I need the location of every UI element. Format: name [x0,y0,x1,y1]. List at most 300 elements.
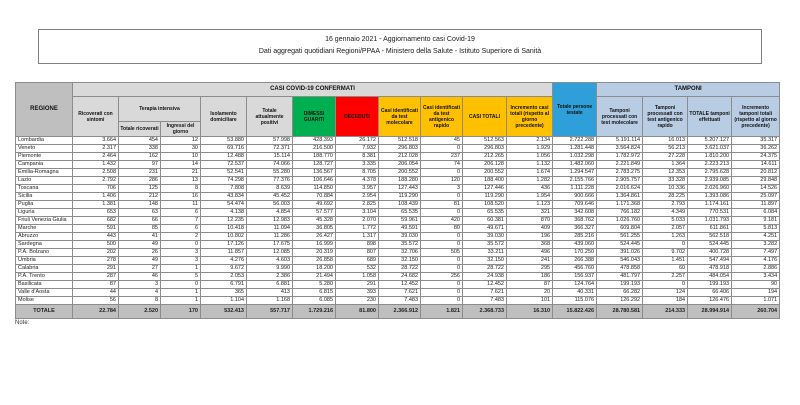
value-cell: 0 [421,209,463,217]
value-cell: 25.097 [732,193,780,201]
value-cell: 188.280 [379,177,421,185]
value-cell: 1.729.216 [293,305,336,319]
value-cell: 74 [421,161,463,169]
region-cell: Basilicata [16,281,73,289]
region-cell: Marche [16,225,73,233]
value-cell: 156.937 [553,273,597,281]
value-cell: 148 [119,201,161,209]
value-cell: 11.897 [732,201,780,209]
value-cell: 124.764 [553,281,597,289]
value-cell: 45.452 [247,193,293,201]
value-cell: 524.445 [597,241,643,249]
value-cell: 0 [161,281,201,289]
value-cell: 1.782.972 [597,153,643,161]
value-cell: 77.376 [247,177,293,185]
value-cell: 26.427 [293,233,336,241]
value-cell: 2.783.275 [597,169,643,177]
value-cell: 20.319 [293,249,336,257]
value-cell: 12.488 [201,153,247,161]
value-cell: 22.784 [73,305,119,319]
value-cell: 260.704 [732,305,780,319]
value-cell: 11.857 [201,249,247,257]
value-cell: 557.717 [247,305,293,319]
value-cell: 15.822.426 [553,305,597,319]
value-cell: 1.174.161 [688,201,732,209]
value-cell: 65.535 [463,209,507,217]
value-cell: 35.317 [732,137,780,145]
value-cell: 5.813 [732,225,780,233]
value-cell: 5.280 [293,281,336,289]
table-row [16,233,780,241]
value-cell: 10.802 [201,233,247,241]
value-cell: 17.126 [201,241,247,249]
value-cell: 484.054 [688,273,732,281]
value-cell: 428.393 [293,137,336,145]
value-cell: 18.200 [293,265,336,273]
value-cell: 342.608 [553,209,597,217]
col-header-ricoverati: Ricoverati con sintomi [73,97,119,137]
region-cell: P.A. Trento [16,273,73,281]
value-cell: 80 [421,225,463,233]
value-cell: 7.483 [379,297,421,305]
value-cell: 1 [161,289,201,297]
table-row [16,201,780,209]
value-cell: 2.070 [336,217,379,225]
value-cell: 4.276 [201,257,247,265]
group-header-confirmed: CASI COVID-19 CONFERMATI [73,83,553,97]
value-cell: 291 [336,281,379,289]
value-cell: 3 [119,281,161,289]
value-cell: 3.282 [732,241,780,249]
value-cell: 119.290 [463,193,507,201]
value-cell: 81 [421,201,463,209]
value-cell: 2.508 [73,169,119,177]
value-cell: 106.646 [293,177,336,185]
value-cell: 1.810.200 [688,153,732,161]
value-cell: 807 [336,249,379,257]
region-cell: Valle d'Aosta [16,289,73,297]
value-cell: 12.235 [201,217,247,225]
col-header-incremento-casi: Incremento casi totali (rispetto al giorno precedente) [507,97,553,137]
col-header-deceduti: DECEDUTI [336,97,379,137]
value-cell: 52.541 [201,169,247,177]
value-cell: 60 [643,265,688,273]
value-cell: 74.298 [201,177,247,185]
value-cell: 21.494 [293,273,336,281]
value-cell: 0 [421,233,463,241]
value-cell: 8.639 [247,185,293,193]
region-cell: Emilia-Romagna [16,169,73,177]
value-cell: 682 [73,217,119,225]
value-cell: 16 [161,193,201,201]
value-cell: 200.552 [379,169,421,177]
table-row [16,169,780,177]
table-row [16,249,780,257]
region-cell: Sicilia [16,193,73,201]
value-cell: 6.815 [293,289,336,297]
value-cell: 0 [643,241,688,249]
value-cell: 870 [507,217,553,225]
value-cell: 1.393.086 [688,193,732,201]
value-cell: 45.328 [293,217,336,225]
value-cell: 60.381 [463,217,507,225]
value-cell: 478.858 [597,265,643,273]
value-cell: 65.535 [379,209,421,217]
value-cell: 898 [336,241,379,249]
value-cell: 524.445 [688,241,732,249]
value-cell: 28.994.914 [688,305,732,319]
col-header-incremento-tamponi: Incremento tamponi totali (rispetto al giorno precedente) [732,97,780,137]
value-cell: 4 [119,289,161,297]
region-cell: P.A. Bolzano [16,249,73,257]
table-row [16,281,780,289]
value-cell: 6.791 [201,281,247,289]
col-header-casi-molecolare: Casi identificati da test molecolare [379,97,421,137]
value-cell: 296.803 [379,145,421,153]
value-cell: 6.084 [732,209,780,217]
table-row [16,289,780,297]
value-cell: 706 [73,185,119,193]
value-cell: 368 [507,241,553,249]
value-cell: 16.310 [507,305,553,319]
value-cell: 532.413 [201,305,247,319]
value-cell: 5.207.127 [688,137,732,145]
value-cell: 66.282 [597,289,643,297]
value-cell: 53.880 [201,137,247,145]
table-row [16,161,780,169]
value-cell: 124 [643,289,688,297]
value-cell: 70.884 [293,193,336,201]
value-cell: 35.572 [463,241,507,249]
value-cell: 24.375 [732,153,780,161]
value-cell: 36.262 [732,145,780,153]
col-header-persone-testate: Totale persone testate [553,83,597,137]
value-cell: 443 [73,233,119,241]
value-cell: 214.333 [643,305,688,319]
value-cell: 2.368.733 [463,305,507,319]
value-cell: 49.591 [379,225,421,233]
value-cell: 35.572 [379,241,421,249]
value-cell: 609.804 [597,225,643,233]
value-cell: 709.646 [553,201,597,209]
table-row [16,145,780,153]
value-cell: 0 [421,257,463,265]
value-cell: 20.812 [732,169,780,177]
value-cell: 0 [421,193,463,201]
value-cell: 40.331 [553,289,597,297]
value-cell: 6 [161,225,201,233]
value-cell: 81.800 [336,305,379,319]
value-cell: 27.228 [643,153,688,161]
value-cell: 2.886 [732,265,780,273]
col-header-tamponi-molecolare: Tamponi processati con test molecolare [597,97,643,137]
value-cell: 1.031.793 [688,217,732,225]
value-cell: 1.317 [336,233,379,241]
value-cell: 512.518 [379,137,421,145]
value-cell: 49.692 [293,201,336,209]
value-cell: 1.123 [507,201,553,209]
value-cell: 206.054 [379,161,421,169]
value-cell: 5.191.114 [597,137,643,145]
col-header-totale-ricoverati: Totale ricoverati [119,122,161,137]
value-cell: 611.861 [688,225,732,233]
value-cell: 74.066 [247,161,293,169]
table-row [16,185,780,193]
value-cell: 2.155.766 [553,177,597,185]
value-cell: 72.537 [201,161,247,169]
value-cell: 216.500 [293,145,336,153]
value-cell: 14.611 [732,161,780,169]
value-cell: 26.172 [336,137,379,145]
value-cell: 28.780.581 [597,305,643,319]
value-cell: 1.168 [247,297,293,305]
value-cell: 2.520 [119,305,161,319]
value-cell: 1.282 [507,177,553,185]
table-row [16,153,780,161]
table-row [16,193,780,201]
table-row [16,257,780,265]
value-cell: 689 [336,257,379,265]
value-cell: 3.434 [732,273,780,281]
value-cell: 3.957 [336,185,379,193]
value-cell: 57.998 [247,137,293,145]
value-cell: 1.056 [507,153,553,161]
table-row [16,209,780,217]
value-cell: 296.803 [463,145,507,153]
value-cell: 85 [119,225,161,233]
value-cell: 97 [119,161,161,169]
value-cell: 90 [732,281,780,289]
value-cell: 9.990 [247,265,293,273]
value-cell: 9.181 [732,217,780,225]
value-cell: 1.674 [507,169,553,177]
value-cell: 11 [161,201,201,209]
value-cell: 3.621.037 [688,145,732,153]
value-cell: 12.983 [247,217,293,225]
value-cell: 16.013 [643,137,688,145]
col-header-dimessi-guariti: DIMESSI GUARITI [293,97,336,137]
value-cell: 14 [161,161,201,169]
value-cell: 126.476 [688,297,732,305]
value-cell: 41 [119,233,161,241]
value-cell: 108.439 [379,201,421,209]
region-cell: Campania [16,161,73,169]
col-header-isolamento: Isolamento domiciliare [201,97,247,137]
value-cell: 2.223.213 [688,161,732,169]
col-header-casi-totali: CASI TOTALI [463,97,507,137]
value-cell: 532 [336,265,379,273]
value-cell: 21 [161,169,201,177]
value-cell: 478.918 [688,265,732,273]
value-cell: 28.722 [379,265,421,273]
report-title: 16 gennaio 2021 - Aggiornamento casi Covid-19 [325,36,475,43]
value-cell: 119.290 [379,193,421,201]
value-cell: 126.292 [597,297,643,305]
value-cell: 8 [119,297,161,305]
value-cell: 321 [507,209,553,217]
value-cell: 393 [336,289,379,297]
value-cell: 66 [119,217,161,225]
value-cell: 1 [161,265,201,273]
value-cell: 454 [119,137,161,145]
region-cell: Molise [16,297,73,305]
value-cell: 256 [421,273,463,281]
value-cell: 2.134 [507,137,553,145]
value-cell: 28.722 [463,265,507,273]
value-cell: 199.193 [688,281,732,289]
value-cell: 11.286 [247,233,293,241]
value-cell: 1 [161,297,201,305]
value-cell: 3 [161,249,201,257]
value-cell: 57.577 [293,209,336,217]
value-cell: 561.255 [597,233,643,241]
region-cell: Calabria [16,265,73,273]
value-cell: 1.406 [73,193,119,201]
table-row [16,137,780,145]
value-cell: 3 [161,257,201,265]
value-cell: 87 [507,281,553,289]
value-cell: 128.727 [293,161,336,169]
value-cell: 3.664 [73,137,119,145]
value-cell: 186 [507,273,553,281]
value-cell: 1.032.298 [553,153,597,161]
total-row [16,305,780,319]
value-cell: 5.033 [643,217,688,225]
value-cell: 7.621 [463,289,507,297]
value-cell: 6.085 [293,297,336,305]
table-row [16,273,780,281]
value-cell: 1.111.228 [553,185,597,193]
value-cell: 237 [421,153,463,161]
value-cell: 286 [119,177,161,185]
value-cell: 59.961 [379,217,421,225]
value-cell: 1.821 [421,305,463,319]
value-cell: 2.939.085 [688,177,732,185]
value-cell: 125 [119,185,161,193]
value-cell: 0 [421,281,463,289]
value-cell: 3.335 [336,161,379,169]
value-cell: 12.452 [463,281,507,289]
value-cell: 295 [507,265,553,273]
value-cell: 8.381 [336,153,379,161]
value-cell: 46 [119,273,161,281]
table-row [16,297,780,305]
value-cell: 512.563 [463,137,507,145]
value-cell: 2.026.960 [688,185,732,193]
value-cell: 7.808 [201,185,247,193]
value-cell: 1.482.060 [553,161,597,169]
covid-table [15,82,780,319]
value-cell: 44 [73,289,119,297]
value-cell: 15.114 [247,153,293,161]
value-cell: 9.702 [643,249,688,257]
value-cell: 400.728 [688,249,732,257]
region-cell: Lombardia [16,137,73,145]
value-cell: 184 [643,297,688,305]
region-cell: Umbria [16,257,73,265]
value-cell: 27 [119,265,161,273]
value-cell: 291 [73,265,119,273]
value-cell: 5 [161,273,201,281]
value-cell: 4.603 [247,257,293,265]
value-cell: 368.762 [553,217,597,225]
value-cell: 43.834 [201,193,247,201]
value-cell: 230 [336,297,379,305]
value-cell: 55.280 [247,169,293,177]
value-cell: 391.026 [597,249,643,257]
value-cell: 33.211 [463,249,507,257]
value-cell: 3 [421,185,463,193]
value-cell: 2.825 [336,201,379,209]
value-cell: 7 [161,217,201,225]
region-cell: Liguria [16,209,73,217]
value-cell: 162 [119,153,161,161]
value-cell: 546.043 [597,257,643,265]
value-cell: 49.671 [463,225,507,233]
value-cell: 2.016.624 [597,185,643,193]
value-cell: 241 [507,257,553,265]
value-cell: 10.418 [201,225,247,233]
value-cell: 30 [161,145,201,153]
table-row [16,217,780,225]
value-cell: 2.795.628 [688,169,732,177]
value-cell: 7.497 [732,249,780,257]
value-cell: 196 [507,233,553,241]
region-cell: Sardegna [16,241,73,249]
value-cell: 1.058 [336,273,379,281]
value-cell: 114.850 [293,185,336,193]
value-cell: 266.388 [553,257,597,265]
value-cell: 2.792 [73,177,119,185]
value-cell: 366.327 [553,225,597,233]
value-cell: 29.848 [732,177,780,185]
value-cell: 127.446 [463,185,507,193]
value-cell: 56 [73,297,119,305]
value-cell: 120 [421,177,463,185]
value-cell: 285.216 [553,233,597,241]
value-cell: 9.672 [201,265,247,273]
value-cell: 0 [421,297,463,305]
value-cell: 496 [507,249,553,257]
value-cell: 456.760 [553,265,597,273]
value-cell: 4.349 [643,209,688,217]
value-cell: 212 [119,193,161,201]
value-cell: 28.225 [643,193,688,201]
value-cell: 2.722.288 [553,137,597,145]
value-cell: 2.464 [73,153,119,161]
value-cell: 4.176 [732,257,780,265]
region-cell: Lazio [16,177,73,185]
col-header-totale-tamponi: TOTALE tamponi effettuati [688,97,732,137]
value-cell: 420 [421,217,463,225]
value-cell: 2.905.757 [597,177,643,185]
value-cell: 338 [119,145,161,153]
table-row [16,225,780,233]
value-cell: 56.213 [643,145,688,153]
value-cell: 206.128 [463,161,507,169]
total-label-cell: TOTALE [16,305,73,319]
value-cell: 1.171.368 [597,201,643,209]
value-cell: 4.854 [247,209,293,217]
value-cell: 69.716 [201,145,247,153]
value-cell: 1.364 [643,161,688,169]
value-cell: 17.675 [247,241,293,249]
value-cell: 32.150 [379,257,421,265]
value-cell: 7.932 [336,145,379,153]
value-cell: 500 [73,241,119,249]
value-cell: 32.706 [379,249,421,257]
value-cell: 2.386 [247,273,293,281]
